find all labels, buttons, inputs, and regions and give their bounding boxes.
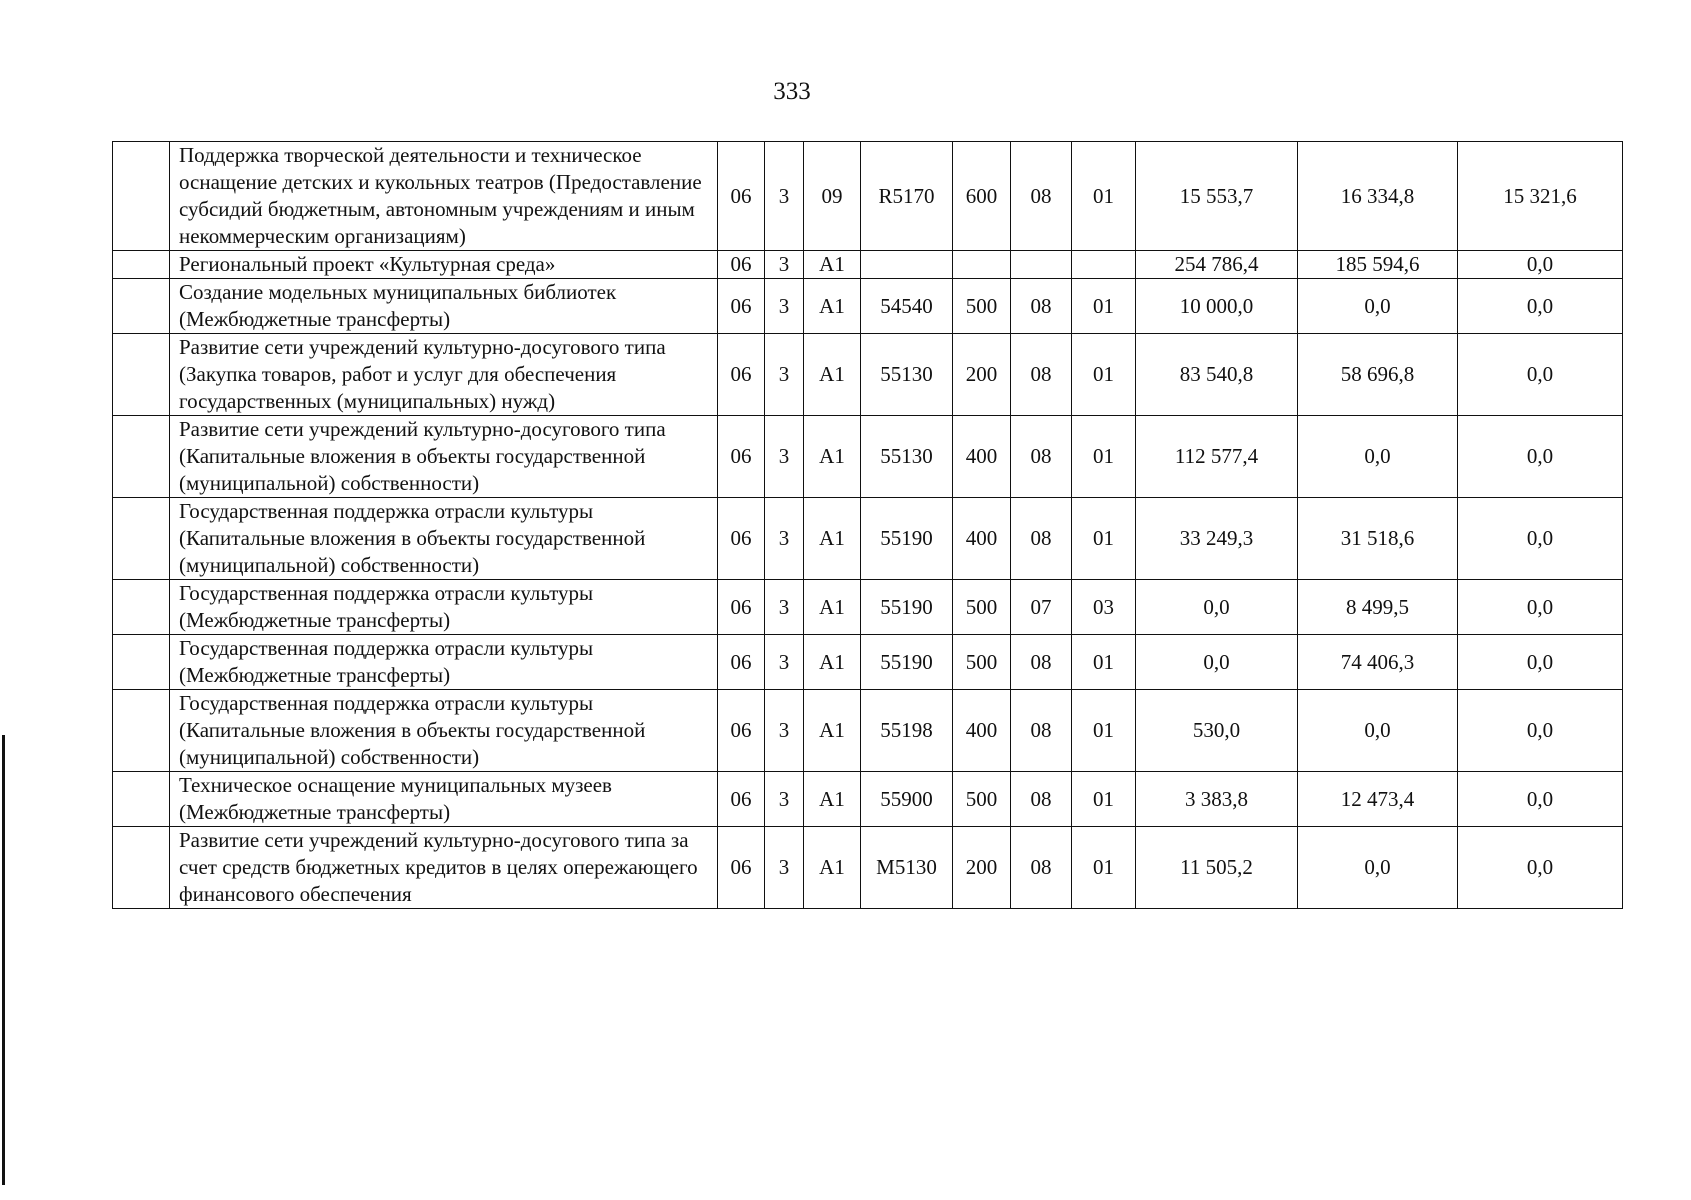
code-cell: 01 — [1072, 827, 1136, 909]
amount-cell: 0,0 — [1458, 827, 1623, 909]
amount-cell: 0,0 — [1458, 690, 1623, 772]
row-number-cell — [113, 635, 170, 690]
row-number-cell — [113, 580, 170, 635]
code-cell: 06 — [718, 416, 765, 498]
code-cell: 500 — [953, 279, 1011, 334]
code-cell: 03 — [1072, 580, 1136, 635]
amount-cell: 0,0 — [1298, 827, 1458, 909]
code-cell: 06 — [718, 772, 765, 827]
code-cell: А1 — [804, 635, 861, 690]
row-number-cell — [113, 334, 170, 416]
amount-cell: 0,0 — [1458, 772, 1623, 827]
code-cell: 600 — [953, 142, 1011, 251]
code-cell: 200 — [953, 334, 1011, 416]
table-row — [113, 142, 1623, 251]
code-cell: 06 — [718, 580, 765, 635]
description-cell: Государственная поддержка отрасли культуры (Межбюджетные трансферты) — [170, 580, 718, 635]
amount-cell: 74 406,3 — [1298, 635, 1458, 690]
amount-cell: 33 249,3 — [1136, 498, 1298, 580]
code-cell: А1 — [804, 772, 861, 827]
row-number-cell — [113, 772, 170, 827]
code-cell — [1011, 251, 1072, 279]
code-cell: 01 — [1072, 772, 1136, 827]
table-row — [113, 772, 1623, 827]
budget-table — [112, 141, 1623, 909]
code-cell: 54540 — [861, 279, 953, 334]
code-cell: 500 — [953, 635, 1011, 690]
amount-cell: 0,0 — [1136, 580, 1298, 635]
amount-cell: 15 321,6 — [1458, 142, 1623, 251]
code-cell: 08 — [1011, 334, 1072, 416]
amount-cell: 0,0 — [1458, 334, 1623, 416]
description-cell: Поддержка творческой деятельности и техническое оснащение детских и кукольных театров (Предоставление субсидий бюджетным, автономным учреждениям и иным некоммерческим организациям) — [170, 142, 718, 251]
amount-cell: 83 540,8 — [1136, 334, 1298, 416]
amount-cell: 58 696,8 — [1298, 334, 1458, 416]
amount-cell: 8 499,5 — [1298, 580, 1458, 635]
code-cell: 3 — [765, 416, 804, 498]
amount-cell: 0,0 — [1136, 635, 1298, 690]
code-cell: 06 — [718, 279, 765, 334]
code-cell: 55190 — [861, 635, 953, 690]
code-cell: 06 — [718, 251, 765, 279]
code-cell: 500 — [953, 772, 1011, 827]
code-cell: 3 — [765, 334, 804, 416]
code-cell — [1072, 251, 1136, 279]
code-cell: R5170 — [861, 142, 953, 251]
code-cell: 400 — [953, 690, 1011, 772]
table-row — [113, 690, 1623, 772]
code-cell: 08 — [1011, 690, 1072, 772]
amount-cell: 530,0 — [1136, 690, 1298, 772]
code-cell: 55190 — [861, 498, 953, 580]
row-number-cell — [113, 690, 170, 772]
amount-cell: 0,0 — [1458, 635, 1623, 690]
description-cell: Государственная поддержка отрасли культуры (Межбюджетные трансферты) — [170, 635, 718, 690]
code-cell: А1 — [804, 498, 861, 580]
table-row — [113, 827, 1623, 909]
amount-cell: 0,0 — [1458, 498, 1623, 580]
amount-cell: 254 786,4 — [1136, 251, 1298, 279]
description-cell: Создание модельных муниципальных библиотек (Межбюджетные трансферты) — [170, 279, 718, 334]
code-cell: А1 — [804, 251, 861, 279]
code-cell: 3 — [765, 251, 804, 279]
table-row — [113, 416, 1623, 498]
amount-cell: 112 577,4 — [1136, 416, 1298, 498]
description-cell: Техническое оснащение муниципальных музеев (Межбюджетные трансферты) — [170, 772, 718, 827]
amount-cell: 0,0 — [1458, 279, 1623, 334]
code-cell: 08 — [1011, 498, 1072, 580]
amount-cell: 0,0 — [1458, 251, 1623, 279]
code-cell: 55130 — [861, 416, 953, 498]
row-number-cell — [113, 827, 170, 909]
code-cell: 08 — [1011, 142, 1072, 251]
code-cell: 55130 — [861, 334, 953, 416]
code-cell: А1 — [804, 416, 861, 498]
code-cell: А1 — [804, 334, 861, 416]
amount-cell: 185 594,6 — [1298, 251, 1458, 279]
table-row — [113, 635, 1623, 690]
table-row — [113, 251, 1623, 279]
amount-cell: 12 473,4 — [1298, 772, 1458, 827]
code-cell: 200 — [953, 827, 1011, 909]
code-cell: 08 — [1011, 279, 1072, 334]
code-cell: 3 — [765, 142, 804, 251]
code-cell — [953, 251, 1011, 279]
amount-cell: 0,0 — [1298, 690, 1458, 772]
amount-cell: 11 505,2 — [1136, 827, 1298, 909]
code-cell: 01 — [1072, 334, 1136, 416]
amount-cell: 10 000,0 — [1136, 279, 1298, 334]
code-cell: 06 — [718, 498, 765, 580]
description-cell: Развитие сети учреждений культурно-досугового типа (Капитальные вложения в объекты государственной (муниципальной) собственности) — [170, 416, 718, 498]
amount-cell: 3 383,8 — [1136, 772, 1298, 827]
code-cell: А1 — [804, 690, 861, 772]
code-cell: 3 — [765, 498, 804, 580]
amount-cell: 16 334,8 — [1298, 142, 1458, 251]
code-cell: 01 — [1072, 635, 1136, 690]
code-cell: 01 — [1072, 498, 1136, 580]
table-row — [113, 279, 1623, 334]
code-cell: 07 — [1011, 580, 1072, 635]
code-cell: А1 — [804, 279, 861, 334]
row-number-cell — [113, 251, 170, 279]
amount-cell: 15 553,7 — [1136, 142, 1298, 251]
code-cell: 08 — [1011, 772, 1072, 827]
amount-cell: 0,0 — [1458, 580, 1623, 635]
code-cell — [861, 251, 953, 279]
code-cell: 08 — [1011, 635, 1072, 690]
code-cell: 55900 — [861, 772, 953, 827]
code-cell: M5130 — [861, 827, 953, 909]
amount-cell: 0,0 — [1458, 416, 1623, 498]
code-cell: А1 — [804, 580, 861, 635]
code-cell: 01 — [1072, 142, 1136, 251]
code-cell: 500 — [953, 580, 1011, 635]
code-cell: 06 — [718, 827, 765, 909]
row-number-cell — [113, 279, 170, 334]
code-cell: 06 — [718, 635, 765, 690]
code-cell: 3 — [765, 827, 804, 909]
margin-line — [2, 735, 5, 1185]
row-number-cell — [113, 142, 170, 251]
code-cell: 06 — [718, 690, 765, 772]
code-cell: 06 — [718, 334, 765, 416]
code-cell: 55190 — [861, 580, 953, 635]
page-number: 333 — [773, 78, 811, 105]
code-cell: 08 — [1011, 827, 1072, 909]
code-cell: 400 — [953, 416, 1011, 498]
code-cell: 06 — [718, 142, 765, 251]
row-number-cell — [113, 498, 170, 580]
code-cell: 3 — [765, 690, 804, 772]
description-cell: Государственная поддержка отрасли культуры (Капитальные вложения в объекты государственной (муниципальной) собственности) — [170, 498, 718, 580]
code-cell: 01 — [1072, 279, 1136, 334]
amount-cell: 31 518,6 — [1298, 498, 1458, 580]
amount-cell: 0,0 — [1298, 416, 1458, 498]
table-row — [113, 498, 1623, 580]
amount-cell: 0,0 — [1298, 279, 1458, 334]
code-cell: 09 — [804, 142, 861, 251]
code-cell: 3 — [765, 635, 804, 690]
description-cell: Развитие сети учреждений культурно-досугового типа за счет средств бюджетных кредитов в целях опережающего финансового обеспечения — [170, 827, 718, 909]
code-cell: 01 — [1072, 416, 1136, 498]
code-cell: А1 — [804, 827, 861, 909]
code-cell: 3 — [765, 580, 804, 635]
code-cell: 55198 — [861, 690, 953, 772]
row-number-cell — [113, 416, 170, 498]
code-cell: 01 — [1072, 690, 1136, 772]
table-row — [113, 580, 1623, 635]
code-cell: 3 — [765, 279, 804, 334]
code-cell: 3 — [765, 772, 804, 827]
table-row — [113, 334, 1623, 416]
description-cell: Государственная поддержка отрасли культуры (Капитальные вложения в объекты государственной (муниципальной) собственности) — [170, 690, 718, 772]
description-cell: Региональный проект «Культурная среда» — [170, 251, 718, 279]
code-cell: 08 — [1011, 416, 1072, 498]
description-cell: Развитие сети учреждений культурно-досугового типа (Закупка товаров, работ и услуг для обеспечения государственных (муниципальных) нужд) — [170, 334, 718, 416]
code-cell: 400 — [953, 498, 1011, 580]
